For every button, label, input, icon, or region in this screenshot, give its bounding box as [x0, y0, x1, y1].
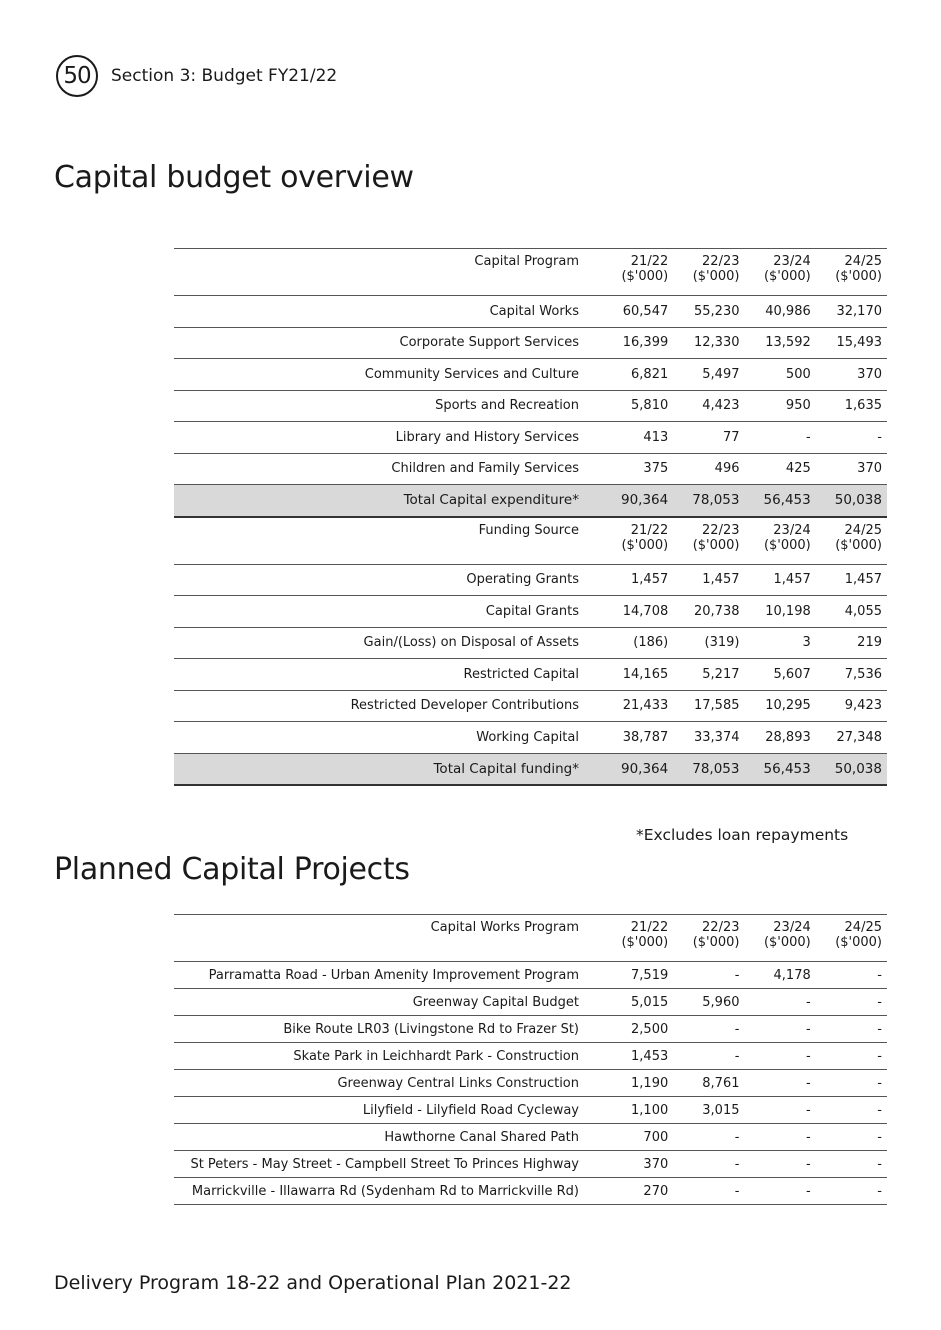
unit-label: ($'000): [621, 537, 669, 553]
unit-label: ($'000): [835, 269, 882, 284]
column-header-label: Capital Program: [174, 249, 602, 296]
value-cell: -: [673, 962, 744, 989]
row-label: Children and Family Services: [174, 453, 602, 485]
year-column-header: [816, 915, 887, 962]
value-cell: 27,348: [816, 722, 887, 754]
year-column-header: [745, 249, 816, 296]
planned-projects-table: [174, 914, 887, 1205]
table-row: [174, 722, 887, 754]
value-cell: 5,497: [673, 359, 744, 391]
value-cell: 12,330: [673, 327, 744, 359]
row-label: Community Services and Culture: [174, 359, 602, 391]
year-label: 24/25: [844, 254, 882, 269]
row-label: Operating Grants: [174, 564, 602, 596]
value-cell: 7,519: [602, 962, 673, 989]
year-label: 23/24: [773, 254, 811, 269]
value-cell: 5,015: [602, 989, 673, 1016]
row-label: Skate Park in Leichhardt Park - Construction: [174, 1043, 602, 1070]
column-header-label: Funding Source: [174, 517, 602, 565]
value-cell: 5,810: [602, 390, 673, 422]
row-label: Capital Grants: [174, 596, 602, 628]
value-cell: 1,453: [602, 1043, 673, 1070]
value-cell: 33,374: [673, 722, 744, 754]
section-label: Section 3: Budget FY21/22: [111, 66, 338, 86]
value-cell: (319): [673, 627, 744, 659]
capital-overview-title: Capital budget overview: [54, 160, 414, 195]
value-cell: 1,457: [816, 564, 887, 596]
value-cell: -: [745, 422, 816, 454]
unit-label: ($'000): [621, 269, 669, 284]
value-cell: 7,536: [816, 659, 887, 691]
value-cell: 500: [745, 359, 816, 391]
row-label: Sports and Recreation: [174, 390, 602, 422]
year-column-header: [673, 915, 744, 962]
row-label: Library and History Services: [174, 422, 602, 454]
value-cell: -: [816, 989, 887, 1016]
table-row: [174, 296, 887, 328]
value-cell: 28,893: [745, 722, 816, 754]
row-label: Lilyfield - Lilyfield Road Cycleway: [174, 1097, 602, 1124]
row-label: Greenway Capital Budget: [174, 989, 602, 1016]
year-label: 24/25: [844, 920, 882, 935]
value-cell: 8,761: [673, 1070, 744, 1097]
value-cell: 5,607: [745, 659, 816, 691]
capital-budget-table: [174, 248, 887, 786]
table-row: [174, 596, 887, 628]
unit-label: ($'000): [763, 269, 811, 284]
value-cell: 32,170: [816, 296, 887, 328]
value-cell: 60,547: [602, 296, 673, 328]
year-column-header: [602, 249, 673, 296]
table-row: [174, 1151, 887, 1178]
value-cell: 370: [816, 453, 887, 485]
value-cell: 50,038: [816, 753, 887, 785]
value-cell: -: [673, 1124, 744, 1151]
row-label: Hawthorne Canal Shared Path: [174, 1124, 602, 1151]
value-cell: 6,821: [602, 359, 673, 391]
value-cell: 40,986: [745, 296, 816, 328]
value-cell: 50,038: [816, 485, 887, 517]
row-label: Total Capital funding*: [174, 753, 602, 785]
value-cell: 38,787: [602, 722, 673, 754]
value-cell: 1,100: [602, 1097, 673, 1124]
column-header-label: Capital Works Program: [174, 915, 602, 962]
value-cell: -: [816, 1016, 887, 1043]
value-cell: 20,738: [673, 596, 744, 628]
table-row: [174, 1097, 887, 1124]
value-cell: 78,053: [673, 753, 744, 785]
value-cell: -: [745, 989, 816, 1016]
value-cell: 56,453: [745, 753, 816, 785]
year-column-header: [602, 517, 673, 565]
row-label: Total Capital expenditure*: [174, 485, 602, 517]
year-label: 24/25: [844, 522, 882, 538]
value-cell: 90,364: [602, 485, 673, 517]
table-row: [174, 1178, 887, 1205]
value-cell: 56,453: [745, 485, 816, 517]
year-label: 22/23: [702, 920, 740, 935]
year-column-header: [816, 517, 887, 565]
table-row: [174, 453, 887, 485]
year-column-header: [816, 249, 887, 296]
value-cell: 2,500: [602, 1016, 673, 1043]
value-cell: 700: [602, 1124, 673, 1151]
unit-label: ($'000): [835, 537, 882, 553]
value-cell: 10,198: [745, 596, 816, 628]
row-label: Capital Works: [174, 296, 602, 328]
value-cell: -: [745, 1124, 816, 1151]
table-row: [174, 962, 887, 989]
row-label: Bike Route LR03 (Livingstone Rd to Frazer St): [174, 1016, 602, 1043]
unit-label: ($'000): [835, 935, 882, 950]
year-column-header: [673, 249, 744, 296]
value-cell: 90,364: [602, 753, 673, 785]
table-header-row: [174, 915, 887, 962]
page-number-badge: 50: [56, 55, 98, 97]
value-cell: 77: [673, 422, 744, 454]
table-row: [174, 1043, 887, 1070]
value-cell: -: [816, 1178, 887, 1205]
value-cell: 413: [602, 422, 673, 454]
footnote: *Excludes loan repayments: [636, 826, 849, 844]
value-cell: -: [816, 1043, 887, 1070]
value-cell: 1,457: [602, 564, 673, 596]
year-label: 23/24: [773, 920, 811, 935]
row-label: Restricted Developer Contributions: [174, 690, 602, 722]
value-cell: 14,165: [602, 659, 673, 691]
value-cell: -: [816, 1097, 887, 1124]
total-row: [174, 485, 887, 517]
table-row: [174, 564, 887, 596]
value-cell: 4,178: [745, 962, 816, 989]
value-cell: -: [816, 1070, 887, 1097]
value-cell: -: [673, 1178, 744, 1205]
value-cell: 425: [745, 453, 816, 485]
value-cell: 55,230: [673, 296, 744, 328]
value-cell: 9,423: [816, 690, 887, 722]
value-cell: -: [816, 1151, 887, 1178]
value-cell: 1,190: [602, 1070, 673, 1097]
value-cell: 3: [745, 627, 816, 659]
unit-label: ($'000): [763, 935, 811, 950]
row-label: Restricted Capital: [174, 659, 602, 691]
year-label: 21/22: [630, 254, 669, 269]
table-row: [174, 359, 887, 391]
table-header-row: [174, 517, 887, 565]
value-cell: 4,423: [673, 390, 744, 422]
table-row: [174, 1070, 887, 1097]
value-cell: 13,592: [745, 327, 816, 359]
year-label: 21/22: [630, 522, 669, 538]
planned-projects-title: Planned Capital Projects: [54, 852, 410, 887]
value-cell: -: [745, 1043, 816, 1070]
year-column-header: [673, 517, 744, 565]
value-cell: -: [745, 1097, 816, 1124]
value-cell: 370: [602, 1151, 673, 1178]
table-row: [174, 1016, 887, 1043]
unit-label: ($'000): [621, 935, 669, 950]
unit-label: ($'000): [692, 269, 740, 284]
value-cell: 78,053: [673, 485, 744, 517]
row-label: St Peters - May Street - Campbell Street To Princes Highway: [174, 1151, 602, 1178]
page-footer: Delivery Program 18-22 and Operational Plan 2021-22: [54, 1272, 572, 1294]
value-cell: 10,295: [745, 690, 816, 722]
value-cell: -: [673, 1151, 744, 1178]
value-cell: -: [745, 1178, 816, 1205]
value-cell: 1,635: [816, 390, 887, 422]
table-row: [174, 690, 887, 722]
row-label: Corporate Support Services: [174, 327, 602, 359]
value-cell: 5,217: [673, 659, 744, 691]
value-cell: 950: [745, 390, 816, 422]
value-cell: 496: [673, 453, 744, 485]
row-label: Working Capital: [174, 722, 602, 754]
table-row: [174, 989, 887, 1016]
value-cell: 270: [602, 1178, 673, 1205]
value-cell: 370: [816, 359, 887, 391]
table-row: [174, 422, 887, 454]
table-header-row: [174, 249, 887, 296]
year-label: 22/23: [702, 254, 740, 269]
value-cell: -: [816, 962, 887, 989]
value-cell: -: [745, 1016, 816, 1043]
value-cell: 21,433: [602, 690, 673, 722]
year-label: 22/23: [702, 522, 740, 538]
unit-label: ($'000): [692, 537, 740, 553]
table-row: [174, 390, 887, 422]
table-row: [174, 627, 887, 659]
value-cell: -: [816, 1124, 887, 1151]
value-cell: (186): [602, 627, 673, 659]
row-label: Parramatta Road - Urban Amenity Improvement Program: [174, 962, 602, 989]
value-cell: -: [673, 1043, 744, 1070]
row-label: Gain/(Loss) on Disposal of Assets: [174, 627, 602, 659]
value-cell: 1,457: [673, 564, 744, 596]
row-label: Marrickville - Illawarra Rd (Sydenham Rd to Marrickville Rd): [174, 1178, 602, 1205]
value-cell: 15,493: [816, 327, 887, 359]
value-cell: 17,585: [673, 690, 744, 722]
year-column-header: [745, 517, 816, 565]
row-label: Greenway Central Links Construction: [174, 1070, 602, 1097]
year-column-header: [602, 915, 673, 962]
value-cell: 14,708: [602, 596, 673, 628]
year-label: 21/22: [630, 920, 669, 935]
value-cell: -: [673, 1016, 744, 1043]
unit-label: ($'000): [763, 537, 811, 553]
value-cell: 5,960: [673, 989, 744, 1016]
total-row: [174, 753, 887, 785]
year-column-header: [745, 915, 816, 962]
table-row: [174, 1124, 887, 1151]
value-cell: 4,055: [816, 596, 887, 628]
table-row: [174, 659, 887, 691]
table-row: [174, 327, 887, 359]
value-cell: -: [745, 1070, 816, 1097]
value-cell: -: [745, 1151, 816, 1178]
value-cell: 375: [602, 453, 673, 485]
value-cell: -: [816, 422, 887, 454]
value-cell: 219: [816, 627, 887, 659]
value-cell: 1,457: [745, 564, 816, 596]
year-label: 23/24: [773, 522, 811, 538]
value-cell: 16,399: [602, 327, 673, 359]
value-cell: 3,015: [673, 1097, 744, 1124]
unit-label: ($'000): [692, 935, 740, 950]
